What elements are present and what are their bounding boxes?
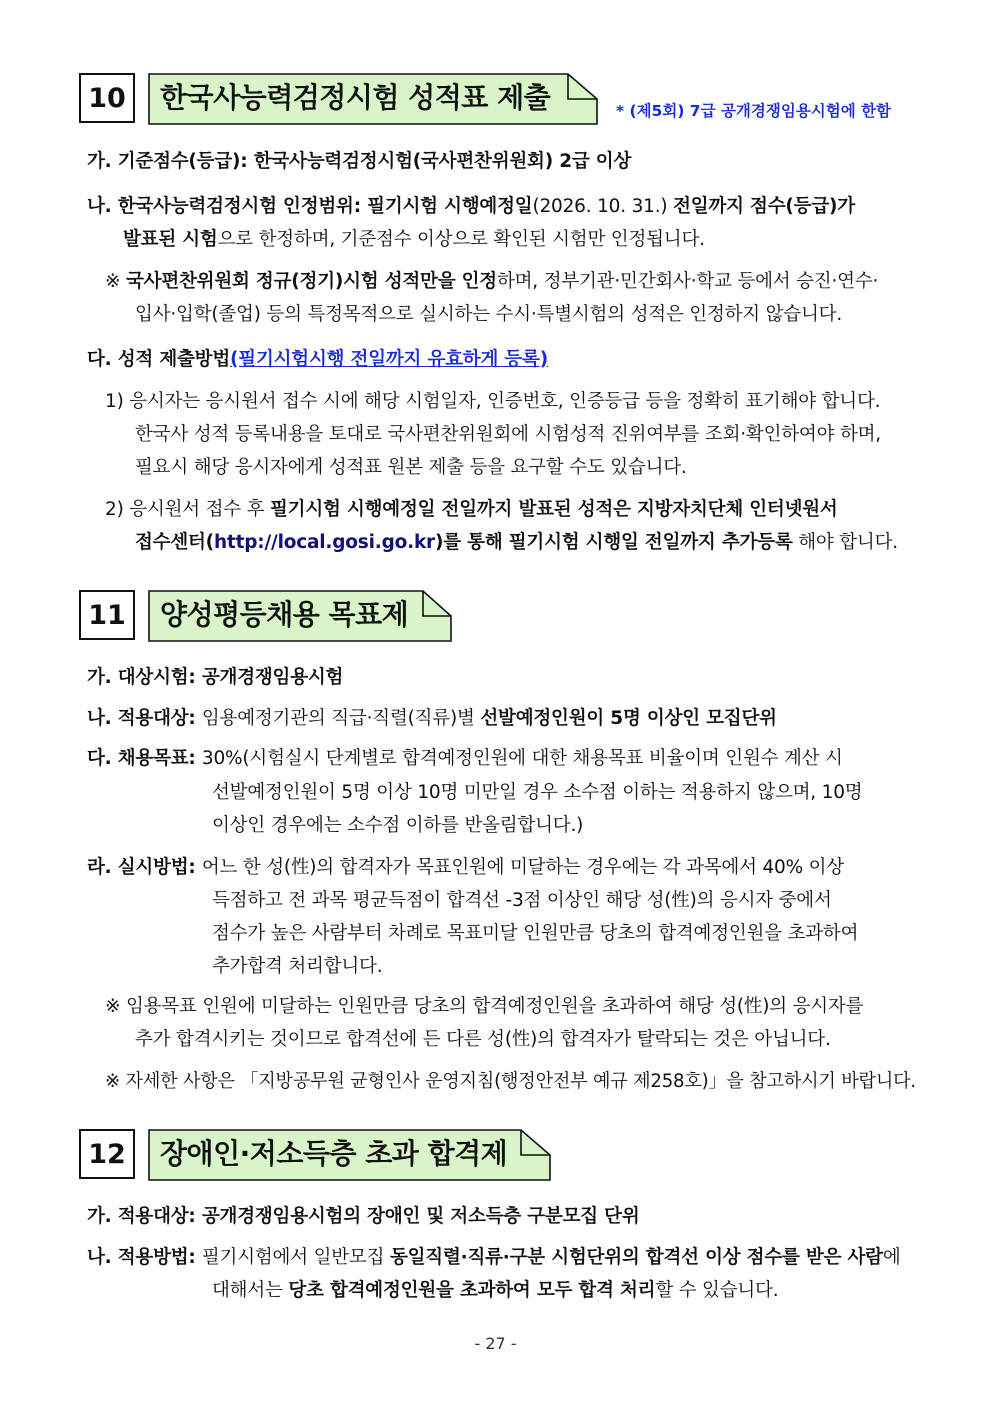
- item-na-cont: 발표된 시험으로 한정하며, 기준점수 이상으로 확인된 시험만 인정됩니다.: [123, 229, 705, 250]
- sub-item-2: 2) 응시원서 접수 후 필기시험 시행예정일 전일까지 발표된 성적은 지방자치단체 인터넷원서: [105, 499, 838, 520]
- reference-note: ※ 국사편찬위원회 정규(정기)시험 성적만을 인정하며, 정부기관·민간회사·학교 등에서 승진·연수·: [105, 271, 879, 292]
- section-number: 12: [79, 1129, 135, 1179]
- item-da: 다. 성적 제출방법(필기시험시행 전일까지 유효하게 등록): [87, 349, 548, 370]
- section-note: * (제5회) 7급 공개경쟁임용시험에 한함: [616, 102, 892, 120]
- sub-item-1-cont: 필요시 해당 응시자에게 성적표 원본 제출 등을 요구할 수도 있습니다.: [135, 457, 687, 478]
- item-ra-cont: 점수가 높은 사람부터 차례로 목표미달 인원만큼 당초의 합격예정인원을 초과하여: [212, 923, 859, 944]
- page-number: - 27 -: [474, 1334, 517, 1353]
- item-na: 나. 적용방법: 필기시험에서 일반모집 동일직렬·직류·구분 시험단위의 합격선 이상 점수를 받은 사람에: [87, 1247, 901, 1268]
- section-title: 양성평등채용 목표제: [160, 598, 409, 631]
- item-ga: 가. 대상시험: 공개경쟁임용시험: [87, 667, 344, 688]
- sub-item-2-cont: 접수센터(http://local.gosi.go.kr)를 통해 필기시험 시행일 전일까지 추가등록 해야 합니다.: [135, 532, 898, 553]
- item-na: 나. 한국사능력검정시험 인정범위: 필기시험 시행예정일(2026. 10. 31.) 전일까지 점수(등급)가: [87, 196, 855, 217]
- item-na: 나. 적용대상: 임용예정기관의 직급·직렬(직류)별 선발예정인원이 5명 이상인 모집단위: [87, 708, 777, 729]
- item-da-cont: 선발예정인원이 5명 이상 10명 미만일 경우 소수점 이하는 적용하지 않으며, 10명: [212, 782, 863, 803]
- item-da-cont: 이상인 경우에는 소수점 이하를 반올림합니다.): [212, 815, 584, 836]
- section-number: 11: [79, 590, 135, 640]
- item-ra: 라. 실시방법: 어느 한 성(性)의 합격자가 목표인원에 미달하는 경우에는 각 과목에서 40% 이상: [87, 857, 844, 878]
- item-ga: 가. 기준점수(등급): 한국사능력검정시험(국사편찬위원회) 2급 이상: [87, 151, 632, 172]
- sub-item-1: 1) 응시자는 응시원서 접수 시에 해당 시험일자, 인증번호, 인증등급 등을 정확히 표기해야 합니다.: [105, 391, 881, 412]
- section-title: 장애인·저소득층 초과 합격제: [160, 1137, 508, 1170]
- reference-note: ※ 자세한 사항은 「지방공무원 균형인사 운영지침(행정안전부 예규 제258호)」을 참고하시기 바랍니다.: [105, 1071, 916, 1092]
- reference-note-cont: 추가 합격시키는 것이므로 합격선에 든 다른 성(性)의 합격자가 탈락되는 것은 아닙니다.: [135, 1029, 831, 1050]
- section-title: 한국사능력검정시험 성적표 제출: [160, 81, 551, 114]
- reference-note: ※ 임용목표 인원에 미달하는 인원만큼 당초의 합격예정인원을 초과하여 해당 성(性)의 응시자를: [105, 996, 864, 1017]
- sub-item-1-cont: 한국사 성적 등록내용을 토대로 국사편찬위원회에 시험성적 진위여부를 조회·확인하여야 하며,: [135, 424, 881, 445]
- item-na-cont: 대해서는 당초 합격예정인원을 초과하여 모두 합격 처리할 수 있습니다.: [212, 1280, 779, 1301]
- item-da: 다. 채용목표: 30%(시험실시 단계별로 합격예정인원에 대한 채용목표 비율이며 인원수 계산 시: [87, 748, 843, 769]
- item-ra-cont: 득점하고 전 과목 평균득점이 합격선 -3점 이상인 해당 성(性)의 응시자 중에서: [212, 890, 832, 911]
- reference-note-cont: 입사·입학(졸업) 등의 특정목적으로 실시하는 수시·특별시험의 성적은 인정하지 않습니다.: [135, 304, 843, 325]
- section-number: 10: [79, 73, 135, 123]
- item-ga: 가. 적용대상: 공개경쟁임용시험의 장애인 및 저소득층 구분모집 단위: [87, 1206, 640, 1227]
- item-ra-cont: 추가합격 처리합니다.: [212, 956, 383, 977]
- local-gosi-link[interactable]: http://local.gosi.go.kr: [213, 532, 435, 553]
